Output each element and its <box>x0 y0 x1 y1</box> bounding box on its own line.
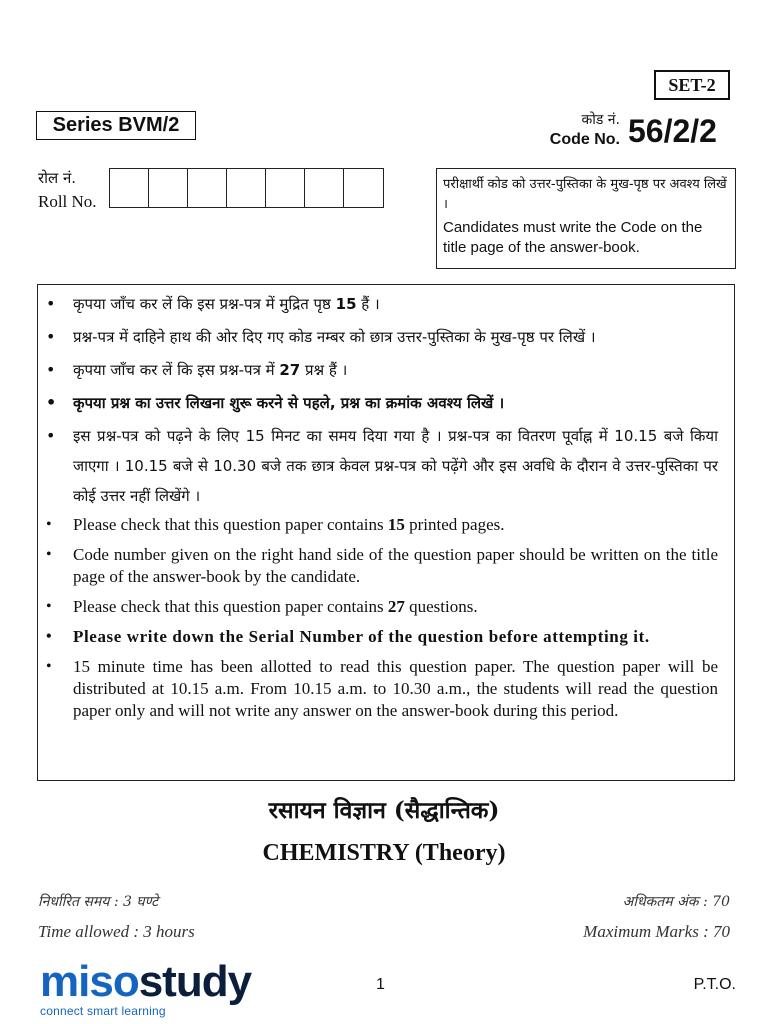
instruction-hi-serial: • कृपया प्रश्न का उत्तर लिखना शुरू करने से पहले, प्रश्न का क्रमांक अवश्य लिखें । <box>46 388 718 418</box>
bullet-icon: • <box>46 598 52 615</box>
roll-box <box>305 169 344 207</box>
roll-box <box>344 169 383 207</box>
series-label: Series BVM/2 <box>36 111 196 140</box>
instruction-en-code: • Code number given on the right hand side of the question paper should be written on the title page of the answer-book by the candidate. <box>46 545 718 586</box>
bullet-icon: • <box>46 628 53 645</box>
bullet-icon: • <box>46 327 56 346</box>
instructions-box <box>37 284 735 781</box>
max-marks-english: Maximum Marks : 70 <box>583 922 730 941</box>
instruction-hi-pages: • कृपया जाँच कर लें कि इस प्रश्न-पत्र में मुद्रित पृष्ठ 15 हैं । <box>46 289 718 319</box>
max-marks-hindi: अधिकतम अंक : 70 <box>622 894 730 910</box>
roll-box <box>149 169 188 207</box>
bullet-icon: • <box>46 658 52 675</box>
code-number: 56/2/2 <box>628 113 717 149</box>
bullet-icon: • <box>46 393 57 412</box>
misostudy-logo <box>40 957 252 1018</box>
instruction-en-serial: • Please write down the Serial Number of the question before attempting it. <box>46 627 650 646</box>
instruction-en-reading-time: • 15 minute time has been allotted to read this question paper. The question paper will be distributed at 10.15 a.m. From 10.15 a.m. to 10.30 a.m., the students will read the question paper only and will not write any answer on the answer-book during this period. <box>46 657 718 720</box>
code-label-english: Code No. <box>549 131 620 148</box>
roll-label-english: Roll No. <box>38 192 97 211</box>
roll-number-boxes <box>109 168 384 208</box>
page-number: 1 <box>376 976 385 993</box>
candidate-note-hindi: परीक्षार्थी कोड को उत्तर-पुस्तिका के मुख-पृष्ठ पर अवश्य लिखें । <box>443 177 727 212</box>
time-allowed-hindi: निर्धारित समय : 3 घण्टे <box>38 894 159 910</box>
code-label-hindi: कोड नं. <box>581 112 620 128</box>
roll-box <box>227 169 266 207</box>
instructions-list <box>46 289 718 722</box>
instruction-hi-code: • प्रश्न-पत्र में दाहिने हाथ की ओर दिए गए कोड नम्बर को छात्र उत्तर-पुस्तिका के मुख-पृष्ठ पर लिखें । <box>46 322 718 352</box>
roll-box <box>110 169 149 207</box>
set-label: SET-2 <box>654 70 730 100</box>
logo-tagline: connect smart learning <box>40 1004 166 1018</box>
pto-label: P.T.O. <box>693 976 736 993</box>
instruction-hi-reading-time: • इस प्रश्न-पत्र को पढ़ने के लिए 15 मिनट का समय दिया गया है । प्रश्न-पत्र का वितरण पूर्वाह्न में 10.15 बजे किया जाएगा । 10.15 बजे से 10.30 बजे तक छात्र केवल प्रश्न-पत्र को पढ़ेंगे और इस अवधि के दौरान वे उत्तर-पुस्तिका पर कोई उत्तर नहीं लिखेंगे । <box>46 421 718 511</box>
instruction-hi-questions: • कृपया जाँच कर लें कि इस प्रश्न-पत्र में 27 प्रश्न हैं । <box>46 355 718 385</box>
roll-box <box>266 169 305 207</box>
candidate-code-note <box>436 168 736 269</box>
bullet-icon: • <box>46 426 56 445</box>
bullet-icon: • <box>46 546 52 563</box>
instruction-en-questions: • Please check that this question paper contains 27 questions. <box>46 597 478 616</box>
candidate-note-english: Candidates must write the Code on the title page of the answer-book. <box>443 219 703 256</box>
roll-box <box>188 169 227 207</box>
bullet-icon: • <box>46 360 56 379</box>
code-labels <box>540 110 620 150</box>
subject-title-english: CHEMISTRY (Theory) <box>262 840 506 866</box>
logo-wordmark: misostudy <box>40 957 252 1006</box>
subject-title-hindi: रसायन विज्ञान (सैद्धान्तिक) <box>268 797 500 824</box>
bullet-icon: • <box>46 294 56 313</box>
bullet-icon: • <box>46 516 52 533</box>
time-allowed-english: Time allowed : 3 hours <box>38 922 195 941</box>
instruction-en-pages: • Please check that this question paper contains 15 printed pages. <box>46 515 505 534</box>
roll-label-hindi: रोल नं. <box>38 169 77 187</box>
